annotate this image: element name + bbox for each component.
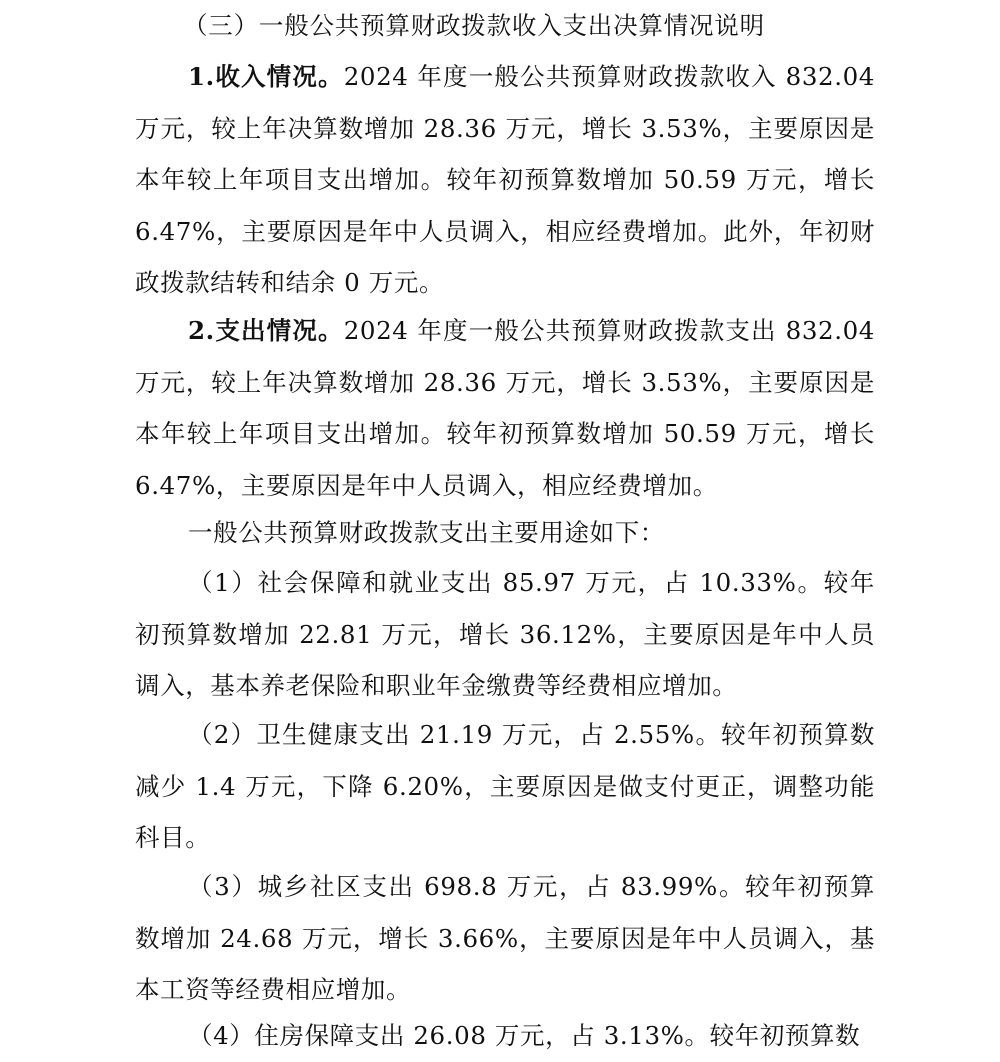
expenditure-section — [135, 305, 875, 511]
expenditure-text: 2024 年度一般公共预算财政拨款支出 832.04 万元，较上年决算数增加 28.36 万元，增长 3.53%，主要原因是本年较上年项目支出增加。较年初预算数增加 50.59 万元，增长 6.47%，主要原因是年中人员调入，相应经费增加。 — [135, 316, 875, 500]
item-1-section — [135, 557, 875, 712]
expenditure-item: （1）社会保障和就业支出 85.97 万元，占 10.33%。较年初预算数增加 22.81 万元，增长 36.12%，主要原因是年中人员调入，基本养老保险和职业年金缴费等经费相应增加。 — [135, 568, 875, 700]
income-paragraph — [135, 51, 875, 309]
uses-intro-section — [135, 507, 875, 559]
expenditure-label: 2.支出情况。 — [188, 316, 344, 345]
income-text: 2024 年度一般公共预算财政拨款收入 832.04 万元，较上年决算数增加 28.36 万元，增长 3.53%，主要原因是本年较上年项目支出增加。较年初预算数增加 50.59 万元，增长 6.47%，主要原因是年中人员调入，相应经费增加。此外，年初财政拨款结转和结余 0 万元。 — [135, 62, 875, 297]
expenditure-item: （4）住房保障支出 26.08 万元，占 3.13%。较年初预算数 — [188, 1021, 861, 1050]
expenditure-item: （3）城乡社区支出 698.8 万元，占 83.99%。较年初预算数增加 24.68 万元，增长 3.66%，主要原因是年中人员调入，基本工资等经费相应增加。 — [135, 872, 875, 1004]
uses-intro: 一般公共预算财政拨款支出主要用途如下： — [188, 518, 665, 547]
expenditure-paragraph — [135, 305, 875, 511]
income-label: 1.收入情况。 — [188, 62, 344, 91]
document-page — [135, 0, 875, 1056]
item-3-section — [135, 861, 875, 1016]
section-heading: （三）一般公共预算财政拨款收入支出决算情况说明 — [183, 11, 765, 40]
item-4-section — [135, 1010, 875, 1062]
income-section — [135, 51, 875, 309]
expenditure-item: （2）卫生健康支出 21.19 万元，占 2.55%。较年初预算数减少 1.4 万元，下降 6.20%，主要原因是做支付更正，调整功能科目。 — [135, 720, 875, 852]
item-2-section — [135, 709, 875, 864]
